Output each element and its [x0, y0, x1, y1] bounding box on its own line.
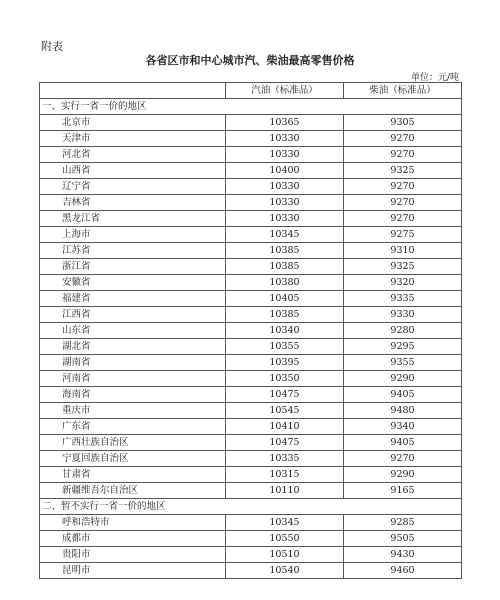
gasoline-price: 10355	[226, 339, 344, 355]
region-name: 甘肃省	[40, 467, 226, 483]
gasoline-price: 10385	[226, 259, 344, 275]
section-label: 二、暂不实行一省一价的地区	[40, 499, 462, 515]
region-name: 新疆维吾尔自治区	[40, 483, 226, 499]
table-row	[40, 147, 462, 163]
table-row	[40, 163, 462, 179]
gasoline-price: 10385	[226, 243, 344, 259]
diesel-price: 9270	[344, 195, 462, 211]
diesel-price: 9405	[344, 387, 462, 403]
diesel-price: 9430	[344, 547, 462, 563]
diesel-price: 9165	[344, 483, 462, 499]
gasoline-price: 10380	[226, 275, 344, 291]
table-row	[40, 467, 462, 483]
table-row	[40, 323, 462, 339]
table-row	[40, 243, 462, 259]
section-row	[40, 499, 462, 515]
table-row	[40, 563, 462, 579]
region-name: 广西壮族自治区	[40, 435, 226, 451]
table-row	[40, 515, 462, 531]
gasoline-price: 10345	[226, 227, 344, 243]
region-name: 湖南省	[40, 355, 226, 371]
gasoline-price: 10510	[226, 547, 344, 563]
diesel-price: 9270	[344, 451, 462, 467]
region-name: 广东省	[40, 419, 226, 435]
gasoline-price: 10545	[226, 403, 344, 419]
gasoline-price: 10345	[226, 515, 344, 531]
section-label: 一、实行一省一价的地区	[40, 99, 462, 115]
gasoline-price: 10385	[226, 307, 344, 323]
diesel-price: 9405	[344, 435, 462, 451]
gasoline-price: 10475	[226, 435, 344, 451]
header-diesel: 柴油（标准品）	[344, 83, 462, 99]
region-name: 江苏省	[40, 243, 226, 259]
region-name: 宁夏回族自治区	[40, 451, 226, 467]
diesel-price: 9270	[344, 131, 462, 147]
diesel-price: 9290	[344, 371, 462, 387]
table-row	[40, 115, 462, 131]
region-name: 湖北省	[40, 339, 226, 355]
table-row	[40, 339, 462, 355]
gasoline-price: 10335	[226, 451, 344, 467]
region-name: 黑龙江省	[40, 211, 226, 227]
gasoline-price: 10550	[226, 531, 344, 547]
diesel-price: 9310	[344, 243, 462, 259]
table-row	[40, 435, 462, 451]
table-row	[40, 227, 462, 243]
diesel-price: 9305	[344, 115, 462, 131]
gasoline-price: 10330	[226, 211, 344, 227]
table-row	[40, 355, 462, 371]
table-row	[40, 179, 462, 195]
table-row	[40, 275, 462, 291]
table-row	[40, 131, 462, 147]
region-name: 北京市	[40, 115, 226, 131]
diesel-price: 9270	[344, 211, 462, 227]
table-row	[40, 483, 462, 499]
region-name: 山东省	[40, 323, 226, 339]
diesel-price: 9270	[344, 179, 462, 195]
table-row	[40, 291, 462, 307]
table-row	[40, 451, 462, 467]
table-row	[40, 531, 462, 547]
table-body	[40, 99, 462, 579]
gasoline-price: 10410	[226, 419, 344, 435]
diesel-price: 9480	[344, 403, 462, 419]
region-name: 浙江省	[40, 259, 226, 275]
diesel-price: 9330	[344, 307, 462, 323]
region-name: 山西省	[40, 163, 226, 179]
table-row	[40, 371, 462, 387]
gasoline-price: 10395	[226, 355, 344, 371]
gasoline-price: 10405	[226, 291, 344, 307]
table-row	[40, 195, 462, 211]
region-name: 成都市	[40, 531, 226, 547]
table-row	[40, 403, 462, 419]
gasoline-price: 10400	[226, 163, 344, 179]
table-header-row	[40, 83, 462, 99]
gasoline-price: 10350	[226, 371, 344, 387]
gasoline-price: 10540	[226, 563, 344, 579]
region-name: 河南省	[40, 371, 226, 387]
diesel-price: 9270	[344, 147, 462, 163]
gasoline-price: 10330	[226, 131, 344, 147]
diesel-price: 9325	[344, 259, 462, 275]
gasoline-price: 10475	[226, 387, 344, 403]
table-row	[40, 307, 462, 323]
region-name: 重庆市	[40, 403, 226, 419]
diesel-price: 9320	[344, 275, 462, 291]
unit-note: 单位：元/吨	[410, 73, 459, 83]
document-title: 各省区市和中心城市汽、柴油最高零售价格	[145, 54, 355, 67]
table-row	[40, 259, 462, 275]
region-name: 天津市	[40, 131, 226, 147]
region-name: 河北省	[40, 147, 226, 163]
gasoline-price: 10315	[226, 467, 344, 483]
diesel-price: 9505	[344, 531, 462, 547]
gasoline-price: 10365	[226, 115, 344, 131]
diesel-price: 9290	[344, 467, 462, 483]
gasoline-price: 10330	[226, 147, 344, 163]
gasoline-price: 10330	[226, 179, 344, 195]
region-name: 江西省	[40, 307, 226, 323]
annex-label: 附表	[41, 40, 63, 53]
gasoline-price: 10340	[226, 323, 344, 339]
diesel-price: 9325	[344, 163, 462, 179]
region-name: 昆明市	[40, 563, 226, 579]
region-name: 呼和浩特市	[40, 515, 226, 531]
region-name: 上海市	[40, 227, 226, 243]
table-row	[40, 211, 462, 227]
diesel-price: 9285	[344, 515, 462, 531]
table-row	[40, 419, 462, 435]
diesel-price: 9295	[344, 339, 462, 355]
diesel-price: 9275	[344, 227, 462, 243]
region-name: 辽宁省	[40, 179, 226, 195]
diesel-price: 9460	[344, 563, 462, 579]
region-name: 福建省	[40, 291, 226, 307]
price-table	[39, 82, 462, 579]
region-name: 安徽省	[40, 275, 226, 291]
diesel-price: 9340	[344, 419, 462, 435]
gasoline-price: 10110	[226, 483, 344, 499]
diesel-price: 9280	[344, 323, 462, 339]
table-row	[40, 547, 462, 563]
region-name: 吉林省	[40, 195, 226, 211]
region-name: 贵阳市	[40, 547, 226, 563]
region-name: 海南省	[40, 387, 226, 403]
diesel-price: 9355	[344, 355, 462, 371]
table-row	[40, 387, 462, 403]
gasoline-price: 10330	[226, 195, 344, 211]
header-gasoline: 汽油（标准品）	[226, 83, 344, 99]
header-region	[40, 83, 226, 99]
diesel-price: 9335	[344, 291, 462, 307]
section-row	[40, 99, 462, 115]
